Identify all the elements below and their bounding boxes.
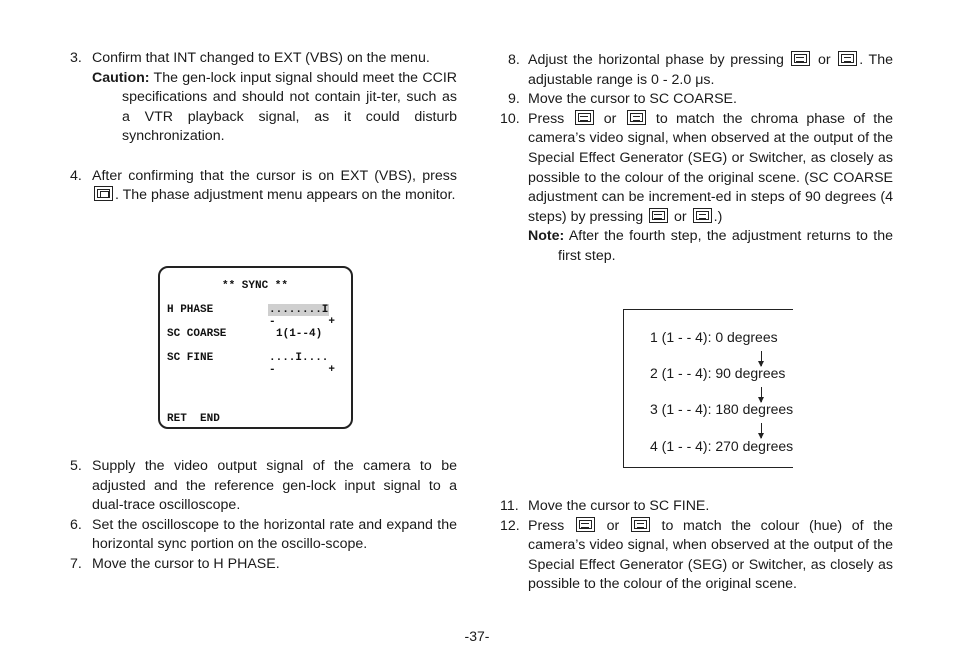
step-10: 10. Press or to match the chroma phase of the camera’s video signal, when observed at the output of the Special Effect Generator (SEG) or Switcher, as closely as possible to the colour of the original scene. (SC COARSE adjustment can be increment-ed in steps of 90 degrees (4 steps) by pressing or .) [500, 110, 894, 225]
left-column-lower [70, 457, 457, 575]
left-column [70, 49, 457, 206]
left-button-icon [575, 110, 594, 125]
step-5: 5. Supply the video output signal of the camera to be adjusted and the reference gen-lock input signal to a dual-trace oscilloscope. [70, 458, 457, 514]
sc-fine-label: SC FINE [167, 352, 214, 364]
step-8: 8. Adjust the horizontal phase by pressing or . The adjustable range is 0 - 2.0 μs. [508, 52, 893, 88]
step-12: 12. Press or to match the colour (hue) of the camera’s video signal, when observed at the output of the Special Effect Generator (SEG) or Switcher, as closely as possible to the colour of the original scene. [500, 517, 893, 593]
flow-step-4: 4 (1 - - 4): 270 degrees [650, 438, 794, 454]
right-button-icon [693, 208, 712, 223]
left-button-icon [576, 517, 595, 532]
flow-step-3: 3 (1 - - 4): 180 degrees [650, 401, 794, 417]
down-arrow-icon [761, 351, 762, 366]
flow-step-2: 2 (1 - - 4): 90 degrees [650, 365, 786, 381]
step-7: 7. Move the cursor to H PHASE. [70, 555, 280, 572]
right-button-icon [838, 51, 857, 66]
sync-menu-display [158, 266, 353, 429]
sc-fine-value: ....I.... [269, 352, 329, 364]
flow-step-1: 1 (1 - - 4): 0 degrees [650, 329, 778, 345]
caution-label: Caution: [92, 69, 150, 86]
down-arrow-icon [761, 387, 762, 402]
h-phase-value: ........I [269, 304, 329, 316]
h-phase-label: H PHASE [167, 304, 214, 316]
caution-text: The gen-lock input signal should meet the CCIR specifications and should not contain jit-ter, such as a VTR playback signal, as it could disturb synchronization. [122, 69, 458, 145]
menu-footer: RET END [167, 413, 220, 425]
right-button-icon [627, 110, 646, 125]
right-column-lower [500, 497, 893, 595]
step-3: 3. Confirm that INT changed to EXT (VBS) on the menu. [70, 50, 430, 66]
note-block [500, 227, 893, 266]
note-text: After the fourth step, the adjustment returns to the first step. [558, 228, 893, 264]
menu-title: ** SYNC ** [222, 280, 289, 292]
left-button-icon [649, 208, 668, 223]
step-11: 11. Move the cursor to SC FINE. [500, 498, 710, 514]
sc-coarse-label: SC COARSE [167, 328, 227, 340]
sc-coarse-value: 1(1--4) [276, 328, 323, 340]
caution-block [70, 69, 457, 147]
h-phase-scale: - + [269, 316, 336, 328]
step-9: 9. Move the cursor to SC COARSE. [508, 91, 737, 108]
step-6: 6. Set the oscilloscope to the horizontal rate and expand the horizontal sync portion on the oscillo-scope. [70, 516, 457, 553]
right-column [500, 51, 893, 267]
sc-fine-scale: - + [269, 364, 336, 376]
page-number: -37- [464, 628, 490, 644]
sc-coarse-step-diagram [623, 309, 793, 468]
down-arrow-icon [761, 423, 762, 438]
step-4: 4. After confirming that the cursor is on EXT (VBS), press . The phase adjustment menu appears on the monitor. [70, 167, 457, 204]
right-button-icon [631, 517, 650, 532]
note-label: Note: [528, 228, 565, 245]
set-button-icon [94, 186, 113, 201]
left-button-icon [791, 51, 810, 66]
